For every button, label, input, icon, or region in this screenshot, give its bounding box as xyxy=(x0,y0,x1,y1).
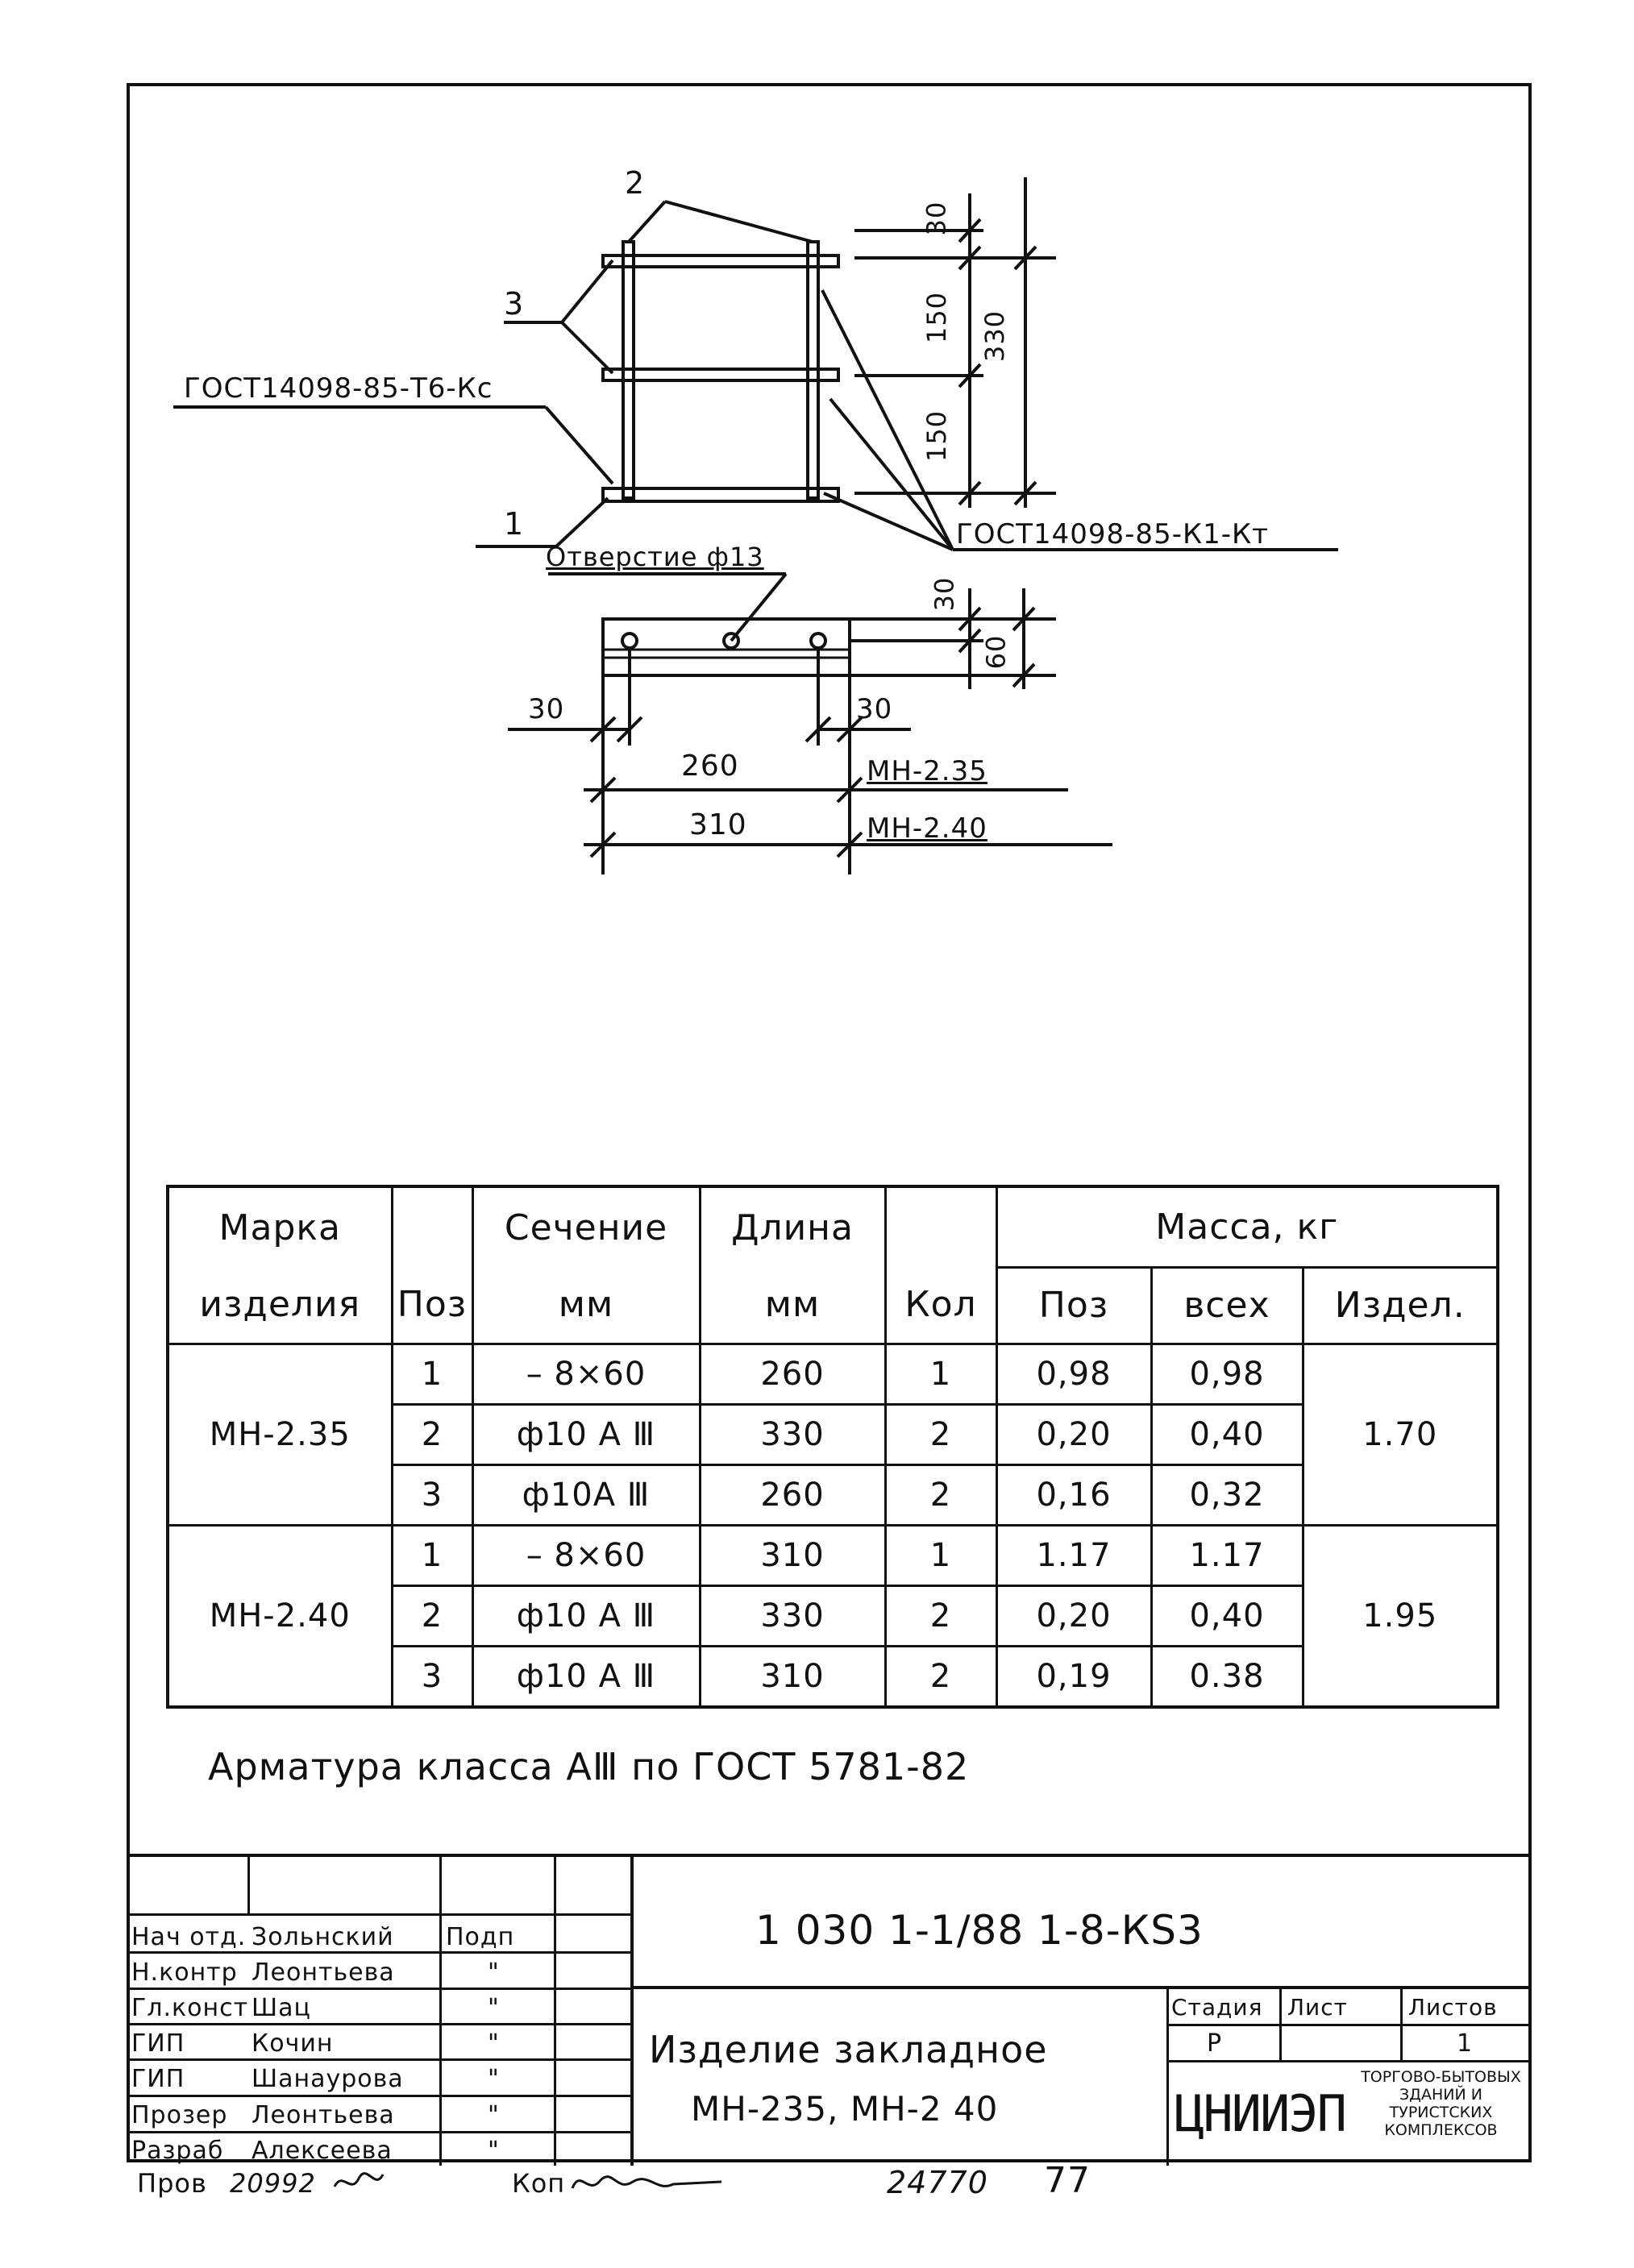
name-gip-2: Шанаурова xyxy=(252,2065,404,2093)
mass-all-cell: 0,40 xyxy=(1151,1586,1303,1647)
embedded-part-drawing xyxy=(0,0,1634,887)
section-cell: – 8×60 xyxy=(472,1344,700,1404)
label-pos-1: 1 xyxy=(504,506,525,542)
mass-item-cell: 1.95 xyxy=(1303,1526,1498,1707)
weld-spec-left: ГОСТ14098-85-Т6-Кс xyxy=(184,372,493,405)
signature-mark: " xyxy=(488,2029,500,2058)
title-line-2: МН-235, МН-2 40 xyxy=(691,2089,999,2129)
length-cell: 310 xyxy=(700,1647,885,1707)
table-row xyxy=(168,1344,1498,1404)
signature-prov xyxy=(331,2166,387,2199)
signature-header: Подп xyxy=(446,1923,515,1951)
bar-top xyxy=(603,255,838,267)
poz-cell: 3 xyxy=(392,1647,472,1707)
document-code: 1 030 1-1/88 1-8-КS3 xyxy=(755,1907,1204,1954)
dim-60: 60 xyxy=(980,634,1012,670)
name-razrab: Алексеева xyxy=(252,2137,393,2165)
poz-cell: 2 xyxy=(392,1404,472,1464)
mark-cell: МН-2.35 xyxy=(168,1344,392,1525)
dim-30-right: 30 xyxy=(856,693,893,725)
rebar-note: Арматура класса АⅢ по ГОСТ 5781-82 xyxy=(208,1745,970,1788)
section-cell: ф10 А Ⅲ xyxy=(472,1586,700,1647)
qty-cell: 2 xyxy=(885,1586,996,1647)
header-marka: Марка xyxy=(168,1186,392,1267)
dim-150-lower: 150 xyxy=(921,409,953,463)
mass-poz-cell: 0,19 xyxy=(996,1647,1151,1707)
role-prozer: Прозер xyxy=(131,2101,228,2129)
qty-cell: 2 xyxy=(885,1465,996,1526)
footer-prov-value: 20992 xyxy=(230,2168,316,2199)
mass-all-cell: 0,40 xyxy=(1151,1404,1303,1464)
header-kol: Кол xyxy=(885,1267,996,1344)
poz-cell: 3 xyxy=(392,1465,472,1526)
mass-poz-cell: 0,16 xyxy=(996,1465,1151,1526)
mark-mn-240: МН-2.40 xyxy=(867,812,987,845)
poz-cell: 1 xyxy=(392,1526,472,1586)
header-dlina: Длина xyxy=(700,1186,885,1267)
dim-30-plan: 30 xyxy=(929,576,960,612)
weld-spec-right: ГОСТ14098-85-К1-Кт xyxy=(956,518,1269,550)
header-mass-item: Издел. xyxy=(1303,1267,1498,1344)
name-prozer: Леонтьева xyxy=(252,2101,395,2129)
name-gip-1: Кочин xyxy=(252,2029,334,2058)
signature-mark: " xyxy=(488,2065,500,2093)
header-mass-all: всех xyxy=(1151,1267,1303,1344)
mass-all-cell: 1.17 xyxy=(1151,1526,1303,1586)
signature-mark: " xyxy=(488,1994,500,2022)
mark-cell: МН-2.40 xyxy=(168,1526,392,1707)
section-cell: – 8×60 xyxy=(472,1526,700,1586)
specification-table xyxy=(166,1185,1499,1709)
mass-all-cell: 0.38 xyxy=(1151,1647,1303,1707)
header-massa: Масса, кг xyxy=(996,1186,1498,1267)
poz-cell: 2 xyxy=(392,1586,472,1647)
label-pos-2: 2 xyxy=(625,165,646,201)
dim-310: 310 xyxy=(689,808,747,841)
name-gl-konst: Шац xyxy=(252,1994,311,2022)
mass-poz-cell: 0,20 xyxy=(996,1586,1151,1647)
footer-number: 24770 xyxy=(887,2165,988,2200)
role-nach-otd: Нач отд. xyxy=(131,1923,247,1951)
list-label: Лист xyxy=(1287,1994,1348,2021)
hole-label: Отверстие ф13 xyxy=(546,542,764,572)
length-cell: 260 xyxy=(700,1465,885,1526)
role-gl-konst: Гл.конст xyxy=(131,1994,249,2022)
label-pos-3: 3 xyxy=(504,286,525,322)
title-line-1: Изделие закладное xyxy=(649,2028,1048,2071)
role-razrab: Разраб xyxy=(131,2137,224,2165)
role-gip-1: ГИП xyxy=(131,2029,185,2058)
role-gip-2: ГИП xyxy=(131,2065,185,2093)
poz-cell: 1 xyxy=(392,1344,472,1404)
header-mm-section: мм xyxy=(472,1267,700,1344)
organization-text: ТОРГОВО-БЫТОВЫХ ЗДАНИЙ И ТУРИСТСКИХ КОМПЛЕКСОВ xyxy=(1361,2068,1521,2139)
mass-poz-cell: 1.17 xyxy=(996,1526,1151,1586)
section-cell: ф10 А Ⅲ xyxy=(472,1647,700,1707)
stadiya-label: Стадия xyxy=(1171,1994,1263,2021)
mass-all-cell: 0,98 xyxy=(1151,1344,1303,1404)
signature-mark: " xyxy=(488,2101,500,2129)
header-izdeliya: изделия xyxy=(168,1267,392,1344)
signature-mark: " xyxy=(488,1959,500,1987)
dim-30-top: 30 xyxy=(921,201,952,236)
mass-item-cell: 1.70 xyxy=(1303,1344,1498,1525)
qty-cell: 1 xyxy=(885,1344,996,1404)
stadiya-value: Р xyxy=(1207,2029,1223,2058)
footer-sheet-number: 77 xyxy=(1044,2160,1091,2201)
listov-value: 1 xyxy=(1457,2029,1474,2058)
dim-260: 260 xyxy=(681,750,739,783)
title-block xyxy=(127,1854,1532,2166)
header-mm-length: мм xyxy=(700,1267,885,1344)
listov-label: Листов xyxy=(1408,1994,1498,2021)
signature-kop xyxy=(568,2164,730,2200)
header-mass-poz: Поз xyxy=(996,1267,1151,1344)
qty-cell: 1 xyxy=(885,1526,996,1586)
hole-right xyxy=(811,633,825,648)
length-cell: 330 xyxy=(700,1404,885,1464)
header-poz: Поз xyxy=(392,1267,472,1344)
length-cell: 260 xyxy=(700,1344,885,1404)
bar-middle xyxy=(603,369,838,380)
mass-poz-cell: 0,20 xyxy=(996,1404,1151,1464)
length-cell: 330 xyxy=(700,1586,885,1647)
mass-poz-cell: 0,98 xyxy=(996,1344,1151,1404)
hole-left xyxy=(622,633,637,648)
qty-cell: 2 xyxy=(885,1404,996,1464)
plate-bottom xyxy=(603,488,838,501)
header-sechenie: Сечение xyxy=(472,1186,700,1267)
qty-cell: 2 xyxy=(885,1647,996,1707)
role-n-kontr: Н.контр xyxy=(131,1959,238,1987)
footer-kop-label: Коп xyxy=(512,2168,566,2199)
footer-prov-label: Пров xyxy=(137,2168,207,2199)
signature-mark: " xyxy=(488,2137,500,2165)
section-cell: ф10А Ⅲ xyxy=(472,1465,700,1526)
table-row xyxy=(168,1526,1498,1586)
length-cell: 310 xyxy=(700,1526,885,1586)
mark-mn-235: МН-2.35 xyxy=(867,755,987,787)
organization-logo: ЦНИИЭП xyxy=(1175,2084,1345,2143)
dim-150-upper: 150 xyxy=(921,291,953,344)
dim-30-left: 30 xyxy=(528,693,565,725)
dim-330: 330 xyxy=(979,309,1011,363)
name-nach-otd: Зольнский xyxy=(252,1923,394,1951)
section-cell: ф10 А Ⅲ xyxy=(472,1404,700,1464)
mass-all-cell: 0,32 xyxy=(1151,1465,1303,1526)
name-n-kontr: Леонтьева xyxy=(252,1959,395,1987)
